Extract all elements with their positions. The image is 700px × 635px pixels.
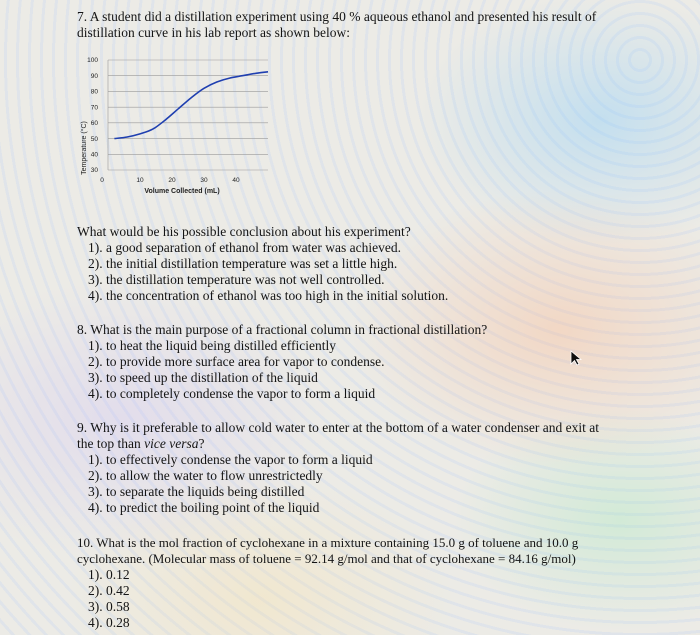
question-8-option-4[interactable]: 4). to completely condense the vapor to form a liquid [88, 386, 376, 401]
question-8-option-3[interactable]: 3). to speed up the distillation of the liquid [88, 370, 318, 385]
question-7-option-1[interactable]: 1). a good separation of ethanol from water was achieved. [88, 240, 402, 255]
question-7-option-4[interactable]: 4). the concentration of ethanol was too high in the initial solution. [88, 288, 449, 303]
chart-x-tick-0: 0 [100, 177, 104, 184]
question-10-option-3[interactable]: 3). 0.58 [88, 599, 130, 614]
question-7-prompt: What would be his possible conclusion about his experiment? [77, 224, 411, 239]
chart-series-line-distillation-curve [114, 72, 268, 139]
question-7-option-2[interactable]: 2). the initial distillation temperature was set a little high. [88, 256, 398, 271]
question-10-text-line1: 10. What is the mol fraction of cyclohexane in a mixture containing 15.0 g of toluene and 10.0 g [77, 535, 579, 550]
question-7-option-3[interactable]: 3). the distillation temperature was not well controlled. [88, 272, 385, 287]
chart-y-tick-50: 50 [90, 135, 98, 143]
question-10-option-1[interactable]: 1). 0.12 [88, 567, 130, 582]
question-7-text-line1: 7. A student did a distillation experiment using 40 % aqueous ethanol and presented his result of [77, 9, 597, 24]
question-9-option-1[interactable]: 1). to effectively condense the vapor to form a liquid [88, 452, 373, 467]
chart-x-tick-10: 10 [136, 177, 144, 184]
question-9-option-2[interactable]: 2). to allow the water to flow unrestrictedly [88, 468, 323, 483]
question-8-option-1[interactable]: 1). to heat the liquid being distilled efficiently [88, 338, 336, 353]
mouse-cursor-icon [570, 350, 582, 366]
chart-svg [62, 52, 282, 204]
chart-y-tick-70: 70 [90, 104, 98, 112]
question-9-text-line2 [77, 436, 204, 452]
chart-y-tick-90: 90 [90, 72, 98, 80]
distillation-curve-chart [62, 52, 282, 204]
chart-x-ticks [100, 177, 240, 184]
question-9-question-mark: ? [198, 436, 205, 451]
question-9-option-4[interactable]: 4). to predict the boiling point of the liquid [88, 500, 320, 515]
question-7-text-line2: distillation curve in his lab report as shown below: [77, 25, 350, 40]
chart-y-tick-100: 100 [87, 57, 98, 65]
question-10-option-2[interactable]: 2). 0.42 [88, 583, 130, 598]
chart-y-tick-80: 80 [90, 88, 98, 96]
question-8-option-2[interactable]: 2). to provide more surface area for vapor to condense. [88, 354, 385, 369]
question-9-text-line2-start: the top than [77, 436, 145, 451]
chart-x-tick-30: 30 [200, 177, 208, 184]
question-9-option-3[interactable]: 3). to separate the liquids being distilled [88, 484, 305, 499]
chart-x-tick-40: 40 [232, 177, 240, 184]
chart-gridlines [108, 60, 268, 170]
chart-y-ticks [87, 57, 98, 174]
question-10-option-4[interactable]: 4). 0.28 [88, 615, 130, 630]
question-9-text-line1: 9. Why is it preferable to allow cold water to enter at the bottom of a water condenser and exit at [77, 420, 599, 435]
chart-y-axis-label: Temperature (°C) [81, 121, 88, 175]
question-9-vice-versa: vice versa [144, 436, 199, 451]
question-8-text: 8. What is the main purpose of a fractional column in fractional distillation? [77, 322, 488, 337]
chart-y-tick-40: 40 [90, 151, 98, 159]
chart-x-tick-20: 20 [168, 177, 176, 184]
chart-y-tick-30: 30 [90, 167, 98, 175]
chart-y-tick-60: 60 [90, 120, 98, 128]
question-10-text-line2: cyclohexane. (Molecular mass of toluene = 92.14 g/mol and that of cyclohexane = 84.16 g/mol) [77, 551, 576, 566]
chart-x-axis-label: Volume Collected (mL) [144, 188, 220, 195]
